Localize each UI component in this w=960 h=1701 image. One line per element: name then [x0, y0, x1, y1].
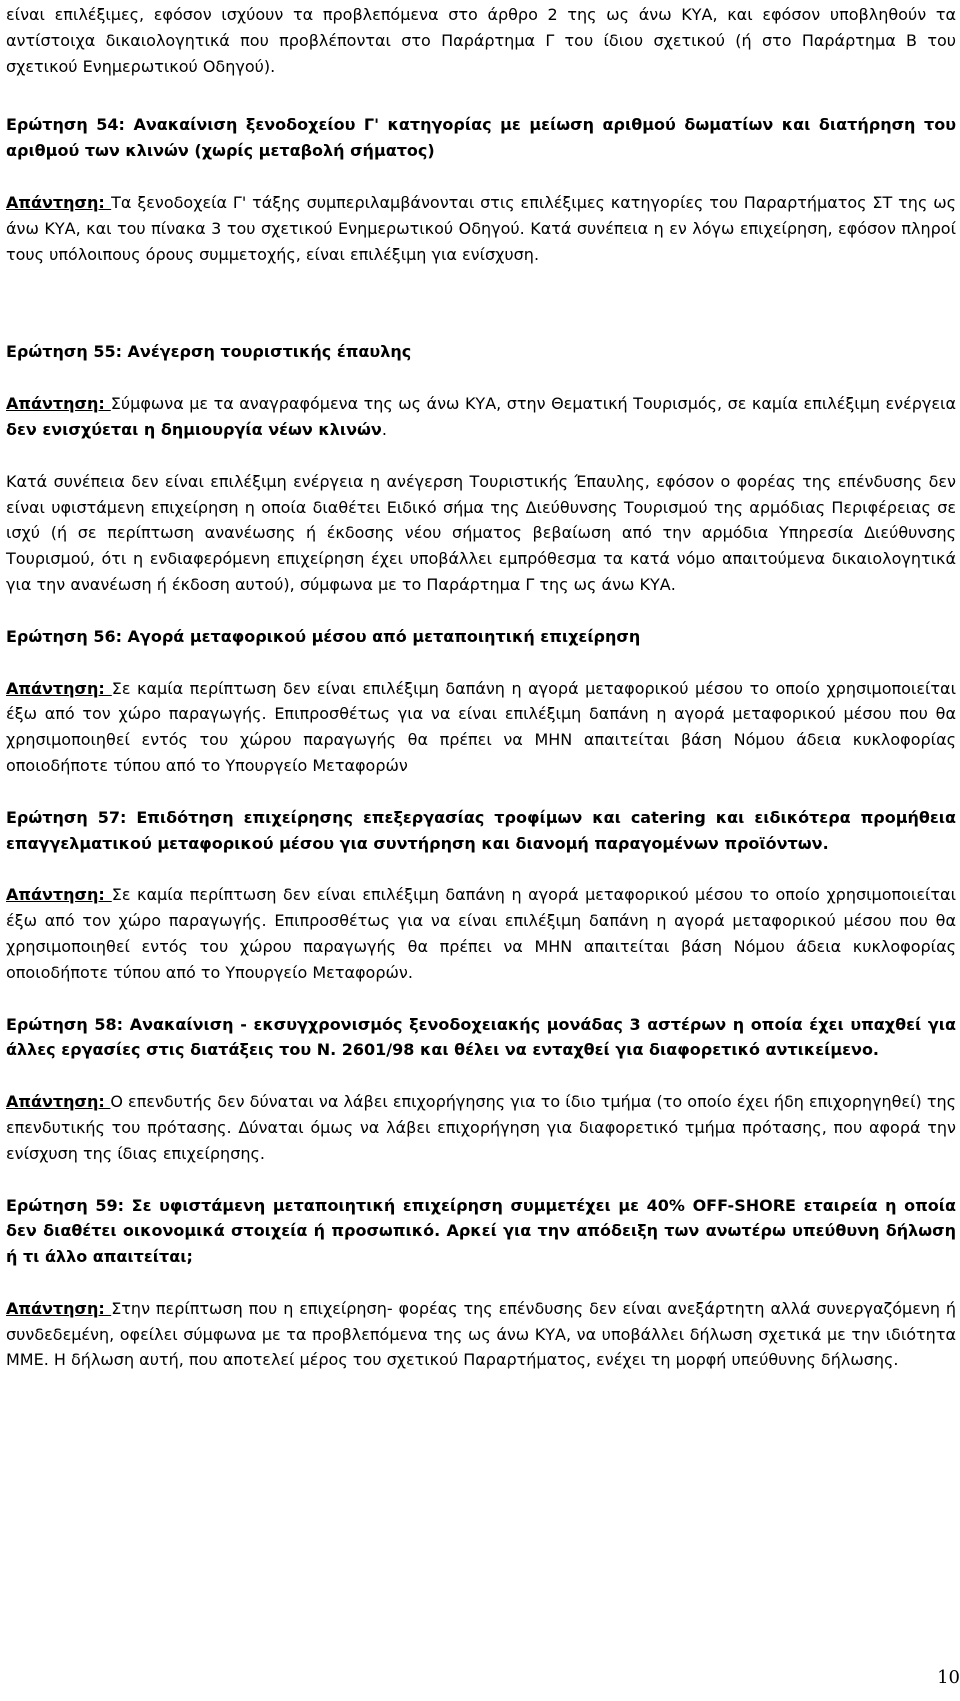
answer-57 — [6, 882, 956, 985]
answer-58-text: Ο επενδυτής δεν δύναται να λάβει επιχορήγησης για το ίδιο τμήμα (το οποίο έχει ήδη επιχορηγηθεί) της επενδυτικής του πρότασης. Δύναται όμως να λάβει επιχορήγηση για διαφορετικό τμήμα πρότασης, που αφορά την ενίσχυση της ίδιας επιχείρησης. — [6, 1092, 956, 1163]
answer-55-end: . — [381, 419, 387, 439]
answer-label: Απάντηση: — [6, 1092, 111, 1112]
answer-57-text: Σε καμία περίπτωση δεν είναι επιλέξιμη δαπάνη η αγορά μεταφορικού μέσου το οποίο χρησιμοποιείται έξω από τον χώρο παραγωγής. Επιπροσθέτως για να είναι επιλέξιμη δαπάνη η αγορά μεταφορικού μέσου που θα χρησιμοποιηθεί εντός του χώρου παραγωγής θα πρέπει να ΜΗΝ απαιτείται βάση Νόμου άδεια κυκλοφορίας οποιοδήποτε τύπου από το Υπουργείο Μεταφορών. — [6, 885, 956, 982]
answer-56-text: Σε καμία περίπτωση δεν είναι επιλέξιμη δαπάνη η αγορά μεταφορικού μέσου το οποίο χρησιμοποιείται έξω από τον χώρο παραγωγής. Επιπροσθέτως για να είναι επιλέξιμη δαπάνη η αγορά μεταφορικού μέσου που θα χρησιμοποιηθεί εντός του χώρου παραγωγής θα πρέπει να ΜΗΝ απαιτείται βάση Νόμου άδεια κυκλοφορίας οποιοδήποτε τύπου από το Υπουργείο Μεταφορών — [6, 678, 956, 775]
answer-label: Απάντηση: — [6, 678, 112, 698]
answer-54-text: Τα ξενοδοχεία Γ' τάξης συμπεριλαμβάνονται στις επιλέξιμες κατηγορίες του Παραρτήματος ΣΤ της ως άνω ΚΥΑ, και του πίνακα 3 του σχετικού Ενημερωτικού Οδηγού. Κατά συνέπεια η εν λόγω επιχείρηση, εφόσον πληροί τους υπόλοιπους όρους συμμετοχής, είναι επιλέξιμη για ενίσχυση. — [6, 192, 956, 264]
answer-55 — [6, 391, 956, 443]
answer-59-text: Στην περίπτωση που η επιχείρηση- φορέας της επένδυσης δεν είναι ανεξάρτητη αλλά συνεργαζόμενη ή συνδεδεμένη, οφείλει σύμφωνα με τα προβλεπόμενα της ως άνω ΚΥΑ, να υποβάλλει δήλωση σχετικά με την ιδιότητα ΜΜΕ. Η δήλωση αυτή, που αποτελεί μέρος του σχετικού Παραρτήματος, ενέχει τη μορφή υπεύθυνης δήλωσης. — [6, 1298, 957, 1370]
answer-55-emphasis: δεν ενισχύεται η δημιουργία νέων κλινών — [6, 419, 382, 439]
intro-paragraph: είναι επιλέξιμες, εφόσον ισχύουν τα προβλεπόμενα στο άρθρο 2 της ως άνω ΚΥΑ, και εφόσον υποβληθούν τα αντίστοιχα δικαιολογητικά που προβλέπονται στο Παράρτημα Γ του ίδιου σχετικού (ή στο Παράρτημα Β του σχετικού Ενημερωτικού Οδηγού). — [6, 5, 956, 76]
answer-59 — [6, 1296, 956, 1373]
answer-label: Απάντηση: — [6, 885, 112, 905]
question-59: Ερώτηση 59: Σε υφιστάμενη μεταποιητική επιχείρηση συμμετέχει με 40% OFF-SHORE εταιρεία η οποία δεν διαθέτει οικονομικά στοιχεία ή προσωπικό. Αρκεί για την απόδειξη των ανωτέρω υπεύθυνη δήλωση ή τι άλλο απαιτείται; — [6, 1195, 956, 1267]
answer-54 — [6, 190, 956, 267]
question-55: Ερώτηση 55: Ανέγερση τουριστικής έπαυλης — [6, 342, 412, 362]
question-57: Ερώτηση 57: Επιδότηση επιχείρησης επεξεργασίας τροφίμων και catering και ειδικότερα προμήθεια επαγγελματικού μεταφορικού μέσου για συντήρηση και διανομή παραγομένων προϊόντων. — [6, 807, 956, 853]
question-58: Ερώτηση 58: Ανακαίνιση - εκσυγχρονισμός ξενοδοχειακής μονάδας 3 αστέρων η οποία έχει υπαχθεί για άλλες εργασίες στις διατάξεις του Ν. 2601/98 και θέλει να ενταχθεί για διαφορετικό αντικείμενο. — [6, 1014, 956, 1060]
answer-label: Απάντηση: — [6, 394, 111, 414]
answer-56 — [6, 676, 956, 779]
document-page — [6, 0, 956, 1373]
question-54: Ερώτηση 54: Ανακαίνιση ξενοδοχείου Γ' κατηγορίας με μείωση αριθμού δωματίων και διατήρηση του αριθμού των κλινών (χωρίς μεταβολή σήματος) — [6, 115, 956, 161]
answer-label: Απάντηση: — [6, 1298, 112, 1318]
answer-55-followup: Κατά συνέπεια δεν είναι επιλέξιμη ενέργεια η ανέγερση Τουριστικής Έπαυλης, εφόσον ο φορέας της επένδυσης δεν είναι υφιστάμενη επιχείρηση η οποία διαθέτει Ειδικό σήμα της Διεύθυνσης Τουρισμού της αρμόδιας Περιφέρειας σε ισχύ (ή σε περίπτωση ανανέωσης ή έκδοσης νέου σήματος βεβαίωση από την αρμόδια Υπηρεσία Διεύθυνσης Τουρισμού, ότι η ενδιαφερόμενη επιχείρηση έχει υποβάλλει εμπρόθεσμα τα κατά νόμο απαιτούμενα δικαιολογητικά για την ανανέωση ή έκδοση αυτού), σύμφωνα με το Παράρτημα Γ της ως άνω ΚΥΑ. — [6, 471, 956, 594]
answer-label: Απάντηση: — [6, 192, 112, 212]
page-number: 10 — [937, 1667, 960, 1688]
answer-55-text: Σύμφωνα με τα αναγραφόμενα της ως άνω ΚΥΑ, στην Θεματική Τουρισμός, σε καμία επιλέξιμη ενέργεια — [110, 394, 956, 414]
question-56: Ερώτηση 56: Αγορά μεταφορικού μέσου από μεταποιητική επιχείρηση — [6, 626, 641, 646]
answer-58 — [6, 1089, 956, 1166]
